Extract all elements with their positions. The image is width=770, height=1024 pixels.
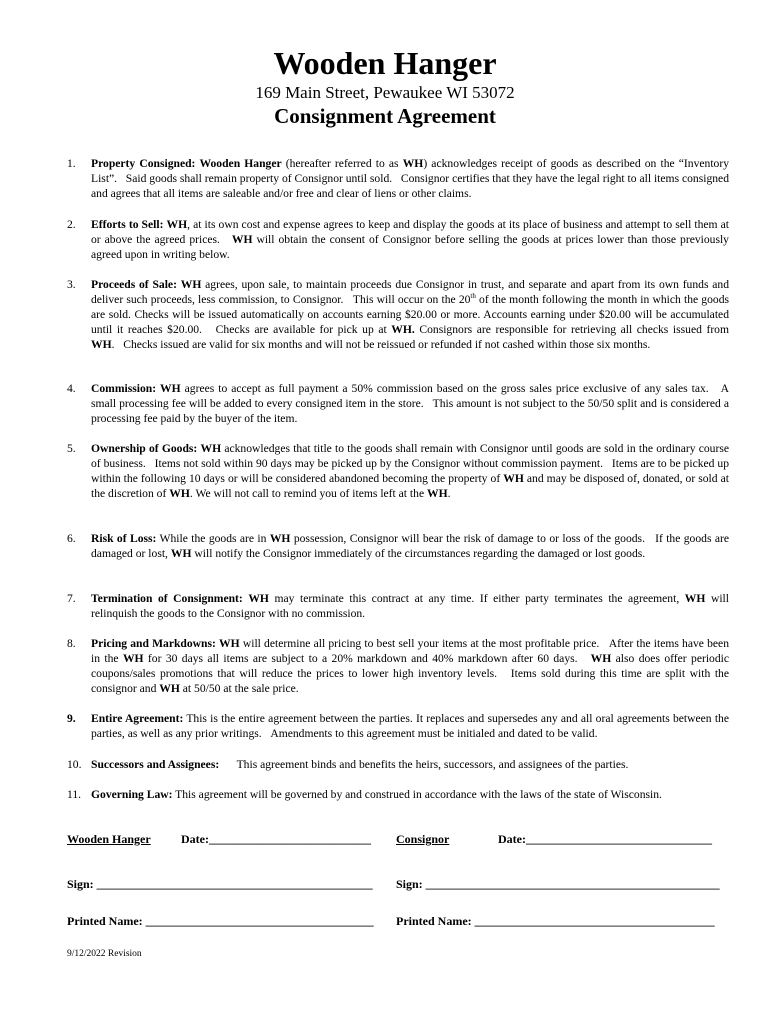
clause-text: While the goods are in WH possession, Consignor will bear the risk of damage to or loss of the goods. If the goods are damaged or lost, WH will notify the Consignor immediately of the circumstances regarding the damaged or lost goods. — [91, 532, 729, 560]
clause-number: 5. — [67, 442, 76, 455]
clause-body — [91, 381, 729, 426]
clause-number: 2. — [67, 218, 76, 231]
clause-body — [91, 156, 729, 201]
clause-number: 3. — [67, 278, 76, 291]
clause-text: WH agrees to accept as full payment a 50% commission based on the gross sales price exclusive of any sales tax. A small processing fee will be added to every consigned item in the store. This amount is not subject to the 50/50 split and is considered a processing fee paid by the buyer of the item. — [91, 382, 729, 425]
clause-number: 1. — [67, 157, 76, 170]
wh-date-field[interactable]: Date:___________________________ — [181, 832, 371, 846]
clause-text: This agreement will be governed by and construed in accordance with the laws of the state of Wisconsin. — [172, 788, 662, 801]
clause-heading: Termination of Consignment: — [91, 592, 243, 605]
store-address: 169 Main Street, Pewaukee WI 53072 — [255, 83, 515, 102]
clause-heading: Pricing and Markdowns: — [91, 637, 216, 650]
clause-body — [91, 217, 729, 262]
wooden-hanger-label: Wooden Hanger — [67, 832, 151, 846]
consignor-date-field[interactable]: Date:_______________________________ — [498, 832, 712, 846]
clause-text: WH agrees, upon sale, to maintain proceeds due Consignor in trust, and separate and apart from its own funds and deliver such proceeds, less commission, to Consignor. This will occur on the 20th of the month following the month in which the goods are sold. Checks will be issued automatically on accounts earning $20.00 or more. Accounts earning under $20.00 will be accumulated until it reaches $20.00. Checks are available for pick up at WH. Consignors are responsible for retrieving all checks issued from WH. Checks issued are valid for six months and will not be reissued or refunded if not cashed within those six months. — [91, 278, 730, 351]
document-title: Wooden Hanger — [273, 45, 497, 81]
clause-2 — [67, 217, 729, 262]
revision-footer: 9/12/2022 Revision — [67, 949, 142, 959]
clause-3 — [67, 277, 729, 352]
clause-text: Wooden Hanger (hereafter referred to as WH) acknowledges receipt of goods as described on the “Inventory List”. Said goods shall remain property of Consignor until sold. Consignor certifies that they have the legal right to all items consigned and agrees that all items are saleable and/or free and clear of liens or other claims. — [91, 157, 729, 200]
clause-heading: Proceeds of Sale: — [91, 278, 177, 291]
clause-number: 10. — [67, 758, 82, 771]
consignor-label: Consignor — [396, 832, 450, 846]
clause-1 — [67, 156, 729, 201]
clause-body — [91, 531, 729, 561]
clause-number: 8. — [67, 637, 76, 650]
document-subtitle: Consignment Agreement — [274, 104, 496, 128]
clause-text: WH, at its own cost and expense agrees to keep and display the goods at its place of business and attempt to sell them at or above the agreed prices. WH will obtain the consent of Consignor before selling the goods at prices lower than those previously agreed upon in writing below. — [91, 218, 729, 261]
clause-heading: Property Consigned: — [91, 157, 196, 170]
clause-heading: Efforts to Sell: — [91, 218, 164, 231]
clause-heading: Risk of Loss: — [91, 532, 157, 545]
clause-body — [91, 757, 729, 772]
clause-5 — [67, 441, 729, 501]
clause-body — [91, 711, 729, 741]
clause-6 — [67, 531, 729, 561]
clause-number: 4. — [67, 382, 76, 395]
clause-heading: Ownership of Goods: — [91, 442, 198, 455]
clause-9 — [67, 711, 729, 741]
clause-body — [91, 591, 729, 621]
clause-text: This is the entire agreement between the parties. It replaces and supersedes any and all oral agreements between the parties, as well as any prior writings. Amendments to this agreement must be initialed and dated to be valid. — [91, 712, 729, 740]
clause-body — [91, 277, 729, 352]
clause-number: 7. — [67, 592, 76, 605]
clause-number: 11. — [67, 788, 82, 801]
clause-body — [91, 787, 729, 802]
consignor-sign-field[interactable]: Sign: _________________________________________________ — [396, 877, 720, 891]
clause-11 — [67, 787, 729, 802]
clause-text: This agreement binds and benefits the heirs, successors, and assignees of the parties. — [219, 758, 629, 771]
clause-8 — [67, 636, 729, 696]
clause-text: WH will determine all pricing to best sell your items at the most profitable price. After the items have been in the WH for 30 days all items are subject to a 20% markdown and 40% markdown after 60 days. WH also does offer periodic coupons/sales promotions that will reduce the prices to lower high inventory levels. Items sold during this time are split with the consignor and WH at 50/50 at the sale price. — [91, 637, 730, 695]
clause-number: 9. — [67, 712, 76, 725]
clause-body — [91, 636, 729, 696]
clause-number: 6. — [67, 532, 76, 545]
clause-7 — [67, 591, 729, 621]
clause-text: WH may terminate this contract at any time. If either party terminates the agreement, WH will relinquish the goods to the Consignor with no commission. — [91, 592, 730, 620]
clause-heading: Successors and Assignees: — [91, 758, 220, 771]
wh-sign-field[interactable]: Sign: ______________________________________________ — [67, 877, 373, 891]
wh-printed-name-field[interactable]: Printed Name: ______________________________________ — [67, 914, 374, 928]
clause-heading: Entire Agreement: — [91, 712, 184, 725]
clause-heading: Commission: — [91, 382, 157, 395]
clause-4 — [67, 381, 729, 426]
clause-text: WH acknowledges that title to the goods shall remain with Consignor until goods are sold in the ordinary course of business. Items not sold within 90 days may be picked up by the Consignor without commission payment. Items are to be picked up within the following 10 days or will be considered abandoned becoming the property of WH and may be disposed of, donated, or sold at the discretion of WH. We will not call to remind you of items left at the WH. — [91, 442, 729, 500]
clause-heading: Governing Law: — [91, 788, 173, 801]
clause-10 — [67, 757, 729, 772]
clause-body — [91, 441, 729, 501]
consignor-printed-name-field[interactable]: Printed Name: ________________________________________ — [396, 914, 715, 928]
